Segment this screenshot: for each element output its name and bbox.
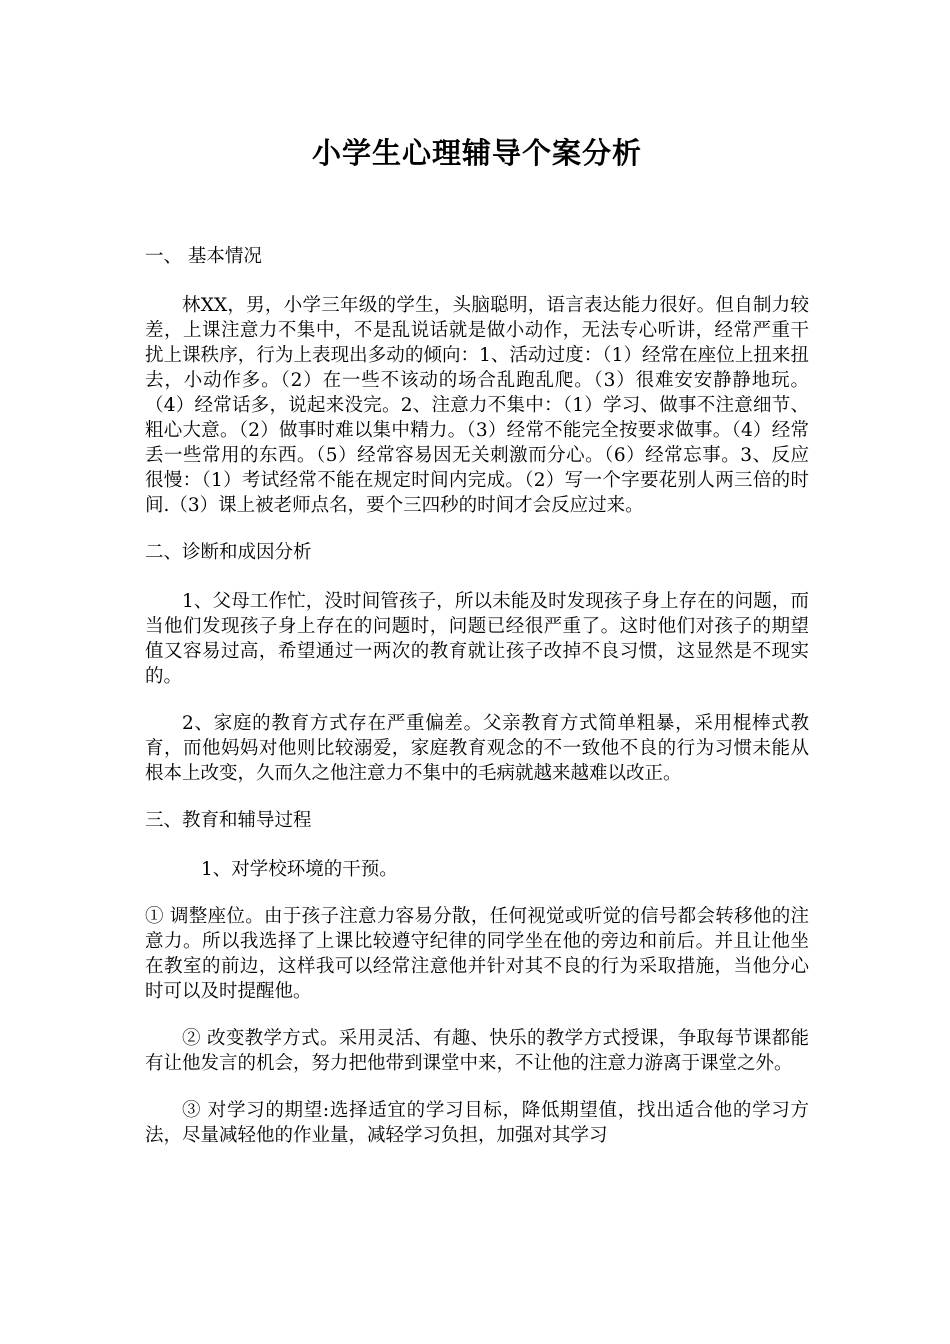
paragraph-diagnosis-1: 1、父母工作忙，没时间管孩子，所以未能及时发现孩子身上存在的问题，而当他们发现孩子身上存在的问题时，问题已经很严重了。这时他们对孩子的期望值又容易过高，希望通过一两次的教育就让孩子改掉不良习惯，这显然是不现实的。 xyxy=(145,591,809,687)
paragraph-guidance-seating: ① 调整座位。由于孩子注意力容易分散，任何视觉或听觉的信号都会转移他的注意力。所以我选择了上课比较遵守纪律的同学坐在他的旁边和前后。并且让他坐在教室的前边，这样我可以经常注意他并针对其不良的行为采取措施，当他分心时可以及时提醒他。 xyxy=(145,906,809,1002)
paragraph-basic-info: 林XX，男，小学三年级的学生，头脑聪明，语言表达能力很好。但自制力较差，上课注意力不集中，不是乱说话就是做小动作，无法专心听讲，经常严重干扰上课秩序，行为上表现出多动的倾向：1、活动过度：（1）经常在座位上扭来扭去，小动作多。（2）在一些不该动的场合乱跑乱爬。（3）很难安安静静地玩。（4）经常话多，说起来没完。2、注意力不集中：（1）学习、做事不注意细节、粗心大意。（2）做事时难以集中精力。（3）经常不能完全按要求做事。（4）经常丢一些常用的东西。（5）经常容易因无关刺激而分心。（6）经常忘事。3、反应很慢：（1）考试经常不能在规定时间内完成。（2）写一个字要花别人两三倍的时间.（3）课上被老师点名，要个三四秒的时间才会反应过来。 xyxy=(145,295,809,516)
paragraph-guidance-teaching: ② 改变教学方式。采用灵活、有趣、快乐的教学方式授课，争取每节课都能有让他发言的机会，努力把他带到课堂中来，不让他的注意力游离于课堂之外。 xyxy=(145,1028,809,1074)
document-body xyxy=(145,244,809,1170)
document-title: 小学生心理辅导个案分析 xyxy=(311,136,642,170)
paragraph-guidance-expectation: ③ 对学习的期望:选择适宜的学习目标，降低期望值，找出适合他的学习方法，尽量减轻他的作业量，减轻学习负担，加强对其学习 xyxy=(145,1100,809,1146)
section-heading-diagnosis: 二、诊断和成因分析 xyxy=(145,542,312,563)
subheading-school-environment: 1、对学校环境的干预。 xyxy=(201,859,398,880)
paragraph-diagnosis-2: 2、家庭的教育方式存在严重偏差。父亲教育方式简单粗暴，采用棍棒式教育，而他妈妈对他则比较溺爱，家庭教育观念的不一致他不良的行为习惯未能从根本上改变，久而久之他注意力不集中的毛病就越来越难以改正。 xyxy=(145,713,809,784)
section-heading-basic-info: 一、 基本情况 xyxy=(145,246,262,267)
section-heading-guidance: 三、教育和辅导过程 xyxy=(145,810,312,831)
